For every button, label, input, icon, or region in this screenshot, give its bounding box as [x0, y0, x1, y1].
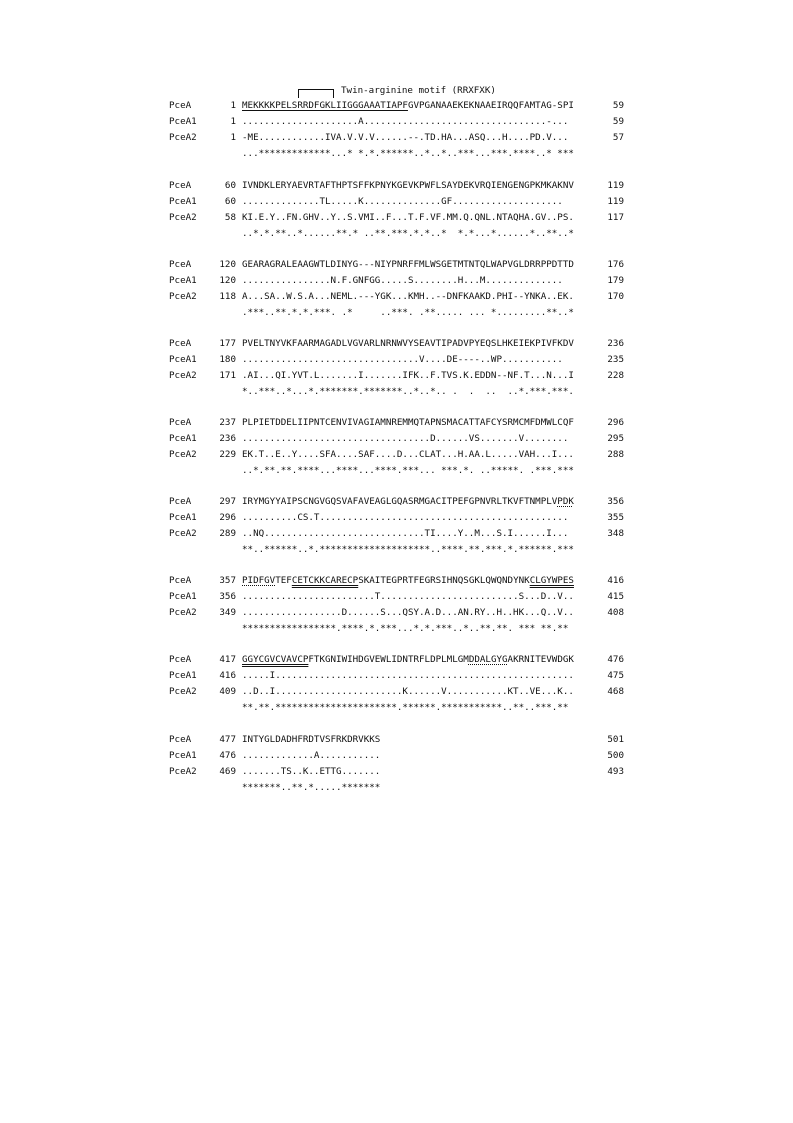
highlighted-motif: CETCKKCARECP: [291, 575, 359, 586]
sequence-residues: [242, 734, 380, 745]
sequence-row: [0, 417, 793, 429]
sequence-segment: .....I......................................................: [242, 670, 574, 681]
sequence-segment: INTYGLDADHFRDTVSFRKDRVKKS: [242, 734, 381, 745]
sequence-segment: PLPIETDDELIIPNTCENVIVAGIAMNREMMQTAPNSMACATTAFCYSRMCMFDMWLCQF: [242, 417, 574, 428]
sequence-row: [0, 433, 793, 445]
sequence-row: [0, 370, 793, 382]
sequence-name: PceA1: [169, 750, 197, 761]
start-position: 60: [224, 196, 236, 207]
twin-arginine-bracket: [298, 89, 334, 98]
start-position: 60: [224, 180, 236, 191]
sequence-row: [0, 766, 793, 778]
sequence-residues: [242, 750, 380, 761]
sequence-name: PceA1: [169, 670, 197, 681]
start-position: 476: [219, 750, 236, 761]
start-position: 120: [219, 275, 236, 286]
sequence-residues: [242, 607, 574, 618]
sequence-row: [0, 750, 793, 762]
highlighted-motif: DDALGYG: [468, 654, 508, 665]
highlighted-motif: MEKKKKPELSRRDFGKLIIGGGAAATIAPF: [242, 100, 408, 111]
consensus-symbols: ...*************...* *.*.******..*..*..***...***.****..* ***: [242, 148, 574, 159]
end-position: 119: [607, 196, 624, 207]
sequence-name: PceA: [169, 417, 192, 428]
end-position: 119: [607, 180, 624, 191]
highlighted-motif: CLGYWPES: [529, 575, 574, 586]
consensus-symbols: *****************.****.*.***...*.*.***..*..**.**. *** **.**: [242, 623, 569, 634]
sequence-residues: [242, 654, 574, 665]
end-position: 500: [607, 750, 624, 761]
consensus-row: [0, 148, 793, 160]
sequence-residues: [242, 370, 574, 381]
sequence-residues: [242, 449, 574, 460]
start-position: 477: [219, 734, 236, 745]
sequence-segment: ................N.F.GNFGG.....S........H...M..............: [242, 275, 563, 286]
consensus-symbols: *..***..*...*.*******.*******..*..*.. . . .. ..*.***.***.: [242, 386, 574, 397]
sequence-name: PceA1: [169, 116, 197, 127]
consensus-row: [0, 228, 793, 240]
highlighted-motif: PIDFGV: [242, 575, 276, 586]
sequence-row: [0, 575, 793, 587]
sequence-name: PceA1: [169, 275, 197, 286]
sequence-name: PceA1: [169, 354, 197, 365]
sequence-segment: IVNDKLERYAEVRTAFTHPTSFFKPNYKGEVKPWFLSAYDEKVRQIENGENGPKMKAKNV: [242, 180, 574, 191]
start-position: 118: [219, 291, 236, 302]
end-position: 415: [607, 591, 624, 602]
consensus-symbols: .***..**.*.*.***. .* ..***. .**..... ... *.........**..*: [242, 307, 574, 318]
consensus-row: [0, 623, 793, 635]
end-position: 476: [607, 654, 624, 665]
sequence-residues: [242, 433, 568, 444]
sequence-name: PceA1: [169, 591, 197, 602]
end-position: 236: [607, 338, 624, 349]
sequence-residues: [242, 116, 568, 127]
sequence-row: [0, 686, 793, 698]
sequence-segment: ..................D......S...QSY.A.D...AN.RY..H..HK...Q..V..: [242, 607, 574, 618]
consensus-row: [0, 782, 793, 794]
start-position: 58: [224, 212, 236, 223]
consensus-row: [0, 702, 793, 714]
start-position: 180: [219, 354, 236, 365]
end-position: 493: [607, 766, 624, 777]
sequence-segment: ..D..I.......................K......V...........KT..VE...K..: [242, 686, 574, 697]
sequence-row: [0, 338, 793, 350]
start-position: 1: [230, 100, 236, 111]
start-position: 297: [219, 496, 236, 507]
sequence-row: [0, 132, 793, 144]
sequence-residues: [242, 512, 568, 523]
end-position: 416: [607, 575, 624, 586]
sequence-name: PceA2: [169, 291, 197, 302]
sequence-segment: .....................A.................................-...: [242, 116, 569, 127]
start-position: 1: [230, 116, 236, 127]
consensus-row: [0, 386, 793, 398]
sequence-residues: [242, 180, 574, 191]
sequence-name: PceA2: [169, 132, 197, 143]
sequence-row: [0, 196, 793, 208]
sequence-segment: ........................T.........................S...D..V..: [242, 591, 574, 602]
sequence-segment: A...SA..W.S.A...NEML.---YGK...KMH..--DNFKAAKD.PHI--YNKA..EK.: [242, 291, 574, 302]
consensus-row: [0, 465, 793, 477]
sequence-row: [0, 607, 793, 619]
start-position: 416: [219, 670, 236, 681]
start-position: 237: [219, 417, 236, 428]
end-position: 59: [612, 116, 624, 127]
start-position: 356: [219, 591, 236, 602]
consensus-row: [0, 544, 793, 556]
sequence-segment: ..............TL.....K..............GF....................: [242, 196, 563, 207]
sequence-segment: ..........CS.T.............................................: [242, 512, 569, 523]
consensus-symbols: **.**.**********************.******.***********..**..***.**: [242, 702, 569, 713]
end-position: 355: [607, 512, 624, 523]
end-position: 501: [607, 734, 624, 745]
sequence-row: [0, 528, 793, 540]
sequence-name: PceA1: [169, 512, 197, 523]
sequence-row: [0, 291, 793, 303]
sequence-segment: FTKGNIWIHDGVEWLIDNTRFLDPLMLGM: [308, 654, 469, 665]
start-position: 229: [219, 449, 236, 460]
sequence-residues: [242, 354, 563, 365]
start-position: 289: [219, 528, 236, 539]
start-position: 177: [219, 338, 236, 349]
sequence-name: PceA2: [169, 212, 197, 223]
sequence-segment: ..................................D......VS.......V........: [242, 433, 569, 444]
sequence-residues: [242, 212, 574, 223]
sequence-row: [0, 654, 793, 666]
sequence-residues: [242, 575, 574, 586]
sequence-row: [0, 734, 793, 746]
sequence-residues: [242, 338, 574, 349]
sequence-segment: AKRNITEVWDGK: [507, 654, 574, 665]
sequence-residues: [242, 259, 574, 270]
sequence-residues: [242, 766, 380, 777]
start-position: 357: [219, 575, 236, 586]
sequence-segment: SKAITEGPRTFEGRSIHNQSGKLQWQNDYNK: [358, 575, 530, 586]
sequence-segment: EK.T..E..Y....SFA....SAF....D...CLAT...H.AA.L.....VAH...I...: [242, 449, 574, 460]
sequence-segment: GEARAGRALEAAGWTLDINYG---NIYPNRFFMLWSGETMTNTQLWAPVGLDRRPPDTTD: [242, 259, 574, 270]
sequence-row: [0, 496, 793, 508]
end-position: 468: [607, 686, 624, 697]
start-position: 417: [219, 654, 236, 665]
sequence-row: [0, 180, 793, 192]
sequence-name: PceA2: [169, 766, 197, 777]
sequence-segment: ................................V....DE----..WP...........: [242, 354, 563, 365]
sequence-name: PceA: [169, 734, 192, 745]
sequence-name: PceA: [169, 338, 192, 349]
consensus-symbols: *******..**.*.....*******: [242, 782, 381, 793]
highlighted-motif: GGYCGVCVAVCP: [242, 654, 309, 665]
sequence-residues: [242, 132, 568, 143]
highlighted-motif: PDK: [557, 496, 574, 507]
end-position: 170: [607, 291, 624, 302]
sequence-name: PceA2: [169, 686, 197, 697]
sequence-residues: [242, 196, 563, 207]
consensus-symbols: ..*.*.**..*......**.* ..**.***.*.*..* *.*...*......*..**..*: [242, 228, 574, 239]
sequence-residues: [242, 670, 574, 681]
start-position: 409: [219, 686, 236, 697]
sequence-name: PceA2: [169, 449, 197, 460]
start-position: 296: [219, 512, 236, 523]
sequence-name: PceA: [169, 180, 192, 191]
consensus-symbols: ..*.**.**.****...****...****.***... ***.*. ..*****. .***.***: [242, 465, 574, 476]
sequence-name: PceA: [169, 575, 192, 586]
sequence-segment: -ME............IVA.V.V.V......--.TD.HA...ASQ...H....PD.V...: [242, 132, 569, 143]
start-position: 1: [230, 132, 236, 143]
start-position: 469: [219, 766, 236, 777]
sequence-residues: [242, 496, 574, 507]
sequence-name: PceA: [169, 259, 192, 270]
end-position: 59: [612, 100, 624, 111]
sequence-residues: [242, 686, 574, 697]
start-position: 236: [219, 433, 236, 444]
sequence-segment: .............A...........: [242, 750, 381, 761]
sequence-row: [0, 670, 793, 682]
start-position: 349: [219, 607, 236, 618]
twin-arginine-motif-label: Twin-arginine motif (RRXFXK): [341, 85, 496, 96]
sequence-segment: ..NQ.............................TI....Y..M...S.I......I...: [242, 528, 569, 539]
sequence-row: [0, 449, 793, 461]
sequence-row: [0, 116, 793, 128]
sequence-segment: KI.E.Y..FN.GHV..Y..S.VMI..F...T.F.VF.MM.Q.QNL.NTAQHA.GV..PS.: [242, 212, 574, 223]
sequence-row: [0, 354, 793, 366]
end-position: 295: [607, 433, 624, 444]
sequence-name: PceA2: [169, 607, 197, 618]
sequence-residues: [242, 417, 574, 428]
end-position: 408: [607, 607, 624, 618]
sequence-row: [0, 591, 793, 603]
sequence-row: [0, 259, 793, 271]
end-position: 228: [607, 370, 624, 381]
sequence-name: PceA: [169, 654, 192, 665]
end-position: 475: [607, 670, 624, 681]
sequence-row: [0, 212, 793, 224]
start-position: 120: [219, 259, 236, 270]
end-position: 348: [607, 528, 624, 539]
sequence-segment: IRYMGYYAIPSCNGVGQSVAFAVEAGLGQASRMGACITPEFGPNVRLTKVFTNMPLV: [242, 496, 558, 507]
sequence-name: PceA1: [169, 433, 197, 444]
sequence-name: PceA: [169, 496, 192, 507]
sequence-residues: [242, 275, 563, 286]
end-position: 235: [607, 354, 624, 365]
sequence-name: PceA1: [169, 196, 197, 207]
consensus-row: [0, 307, 793, 319]
sequence-segment: PVELTNYVKFAARMAGADLVGVARLNRNWVYSEAVTIPADVPYEQSLHKEIEKPIVFKDV: [242, 338, 574, 349]
sequence-segment: TEF: [275, 575, 292, 586]
sequence-row: [0, 100, 793, 112]
sequence-residues: [242, 291, 574, 302]
end-position: 179: [607, 275, 624, 286]
sequence-name: PceA2: [169, 370, 197, 381]
sequence-segment: .......TS..K..ETTG.......: [242, 766, 381, 777]
end-position: 288: [607, 449, 624, 460]
consensus-symbols: **..******..*.********************..****.**.***.*.******.***: [242, 544, 574, 555]
start-position: 171: [219, 370, 236, 381]
sequence-row: [0, 275, 793, 287]
end-position: 296: [607, 417, 624, 428]
sequence-name: PceA: [169, 100, 192, 111]
sequence-segment: GVPGANAAEKEKNAAEIRQQFAMTAG-SPI: [407, 100, 574, 111]
sequence-residues: [242, 528, 568, 539]
end-position: 57: [612, 132, 624, 143]
end-position: 176: [607, 259, 624, 270]
sequence-name: PceA2: [169, 528, 197, 539]
sequence-segment: .AI...QI.YVT.L.......I.......IFK..F.TVS.K.EDDN--NF.T...N...I: [242, 370, 574, 381]
end-position: 117: [607, 212, 624, 223]
sequence-residues: [242, 591, 574, 602]
end-position: 356: [607, 496, 624, 507]
sequence-row: [0, 512, 793, 524]
sequence-residues: [242, 100, 574, 111]
